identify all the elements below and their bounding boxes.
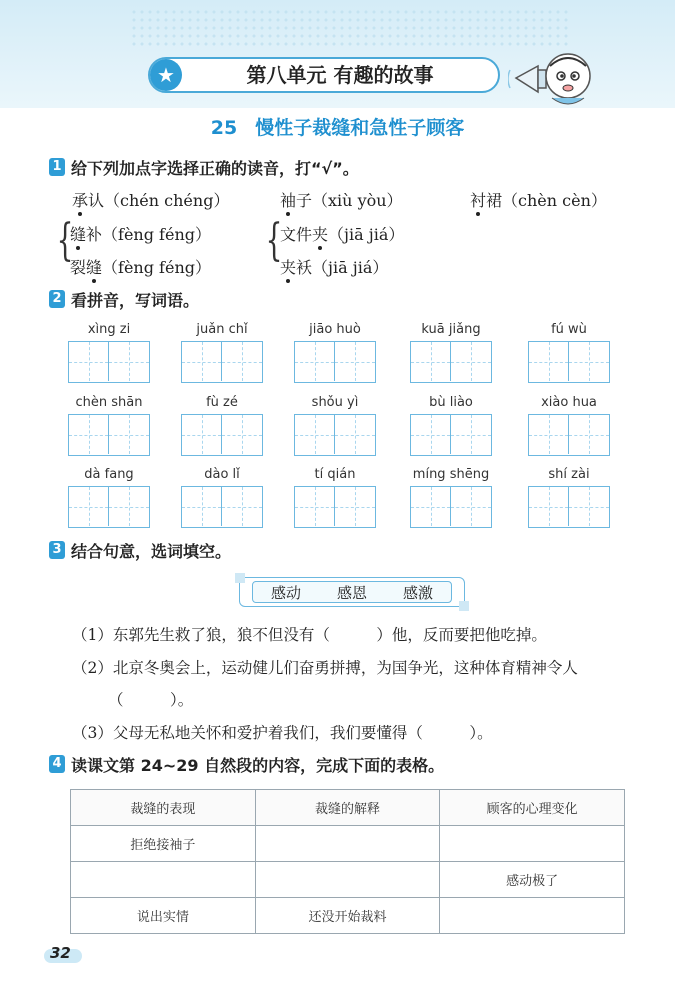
pinyin-label: dào lǐ [204, 467, 240, 482]
table-header: 裁缝的解释 [255, 790, 440, 826]
pronunciation-item: 夹袄（jiā jiá） [280, 258, 389, 277]
writing-grid[interactable] [528, 486, 610, 528]
question-number: 3 [49, 541, 65, 559]
table-cell: 还没开始裁料 [255, 898, 440, 934]
table-header-row [71, 790, 625, 826]
pronunciation-item: 衬裙（chèn cèn） [470, 191, 607, 210]
question-number: 2 [49, 290, 65, 308]
pinyin-label: dà fang [84, 467, 134, 482]
table-cell-blank[interactable] [440, 898, 625, 934]
pronunciation-item: 裂缝（fèng féng） [70, 258, 211, 277]
table-cell-blank[interactable] [71, 862, 256, 898]
writing-grid[interactable] [68, 341, 150, 383]
mascot-megaphone-icon [508, 48, 600, 108]
pinyin-label: fù zé [206, 395, 238, 410]
pinyin-label: shǒu yì [311, 395, 359, 410]
pinyin-label: chèn shān [75, 395, 143, 410]
pinyin-label: shí zài [548, 467, 590, 482]
question-instruction: 给下列加点字选择正确的读音，打“√”。 [71, 158, 359, 178]
question-4-heading [49, 753, 444, 775]
word-choice-box [239, 577, 465, 607]
table-row [71, 898, 625, 934]
writing-grid[interactable] [410, 414, 492, 456]
writing-grid[interactable] [294, 486, 376, 528]
lesson-title [0, 113, 675, 140]
writing-grid[interactable] [294, 414, 376, 456]
fill-sentence[interactable]: （1）东郭先生救了狼，狼不但没有（ ）他，反而要把他吃掉。 [72, 626, 547, 644]
question-instruction: 读课文第 24~29 自然段的内容，完成下面的表格。 [71, 755, 445, 775]
question-number: 1 [49, 158, 65, 176]
pinyin-label: xiào hua [541, 395, 597, 410]
star-icon: ★ [150, 59, 182, 91]
pinyin-label: xìng zi [87, 322, 131, 337]
writing-grid[interactable] [181, 486, 263, 528]
table-cell: 说出实情 [71, 898, 256, 934]
question-2-heading [49, 288, 199, 310]
word-option: 感激 [402, 583, 433, 602]
lesson-number: 25 [210, 117, 238, 139]
pronunciation-item: 缝补（fèng féng） [70, 225, 211, 244]
writing-grid[interactable] [528, 414, 610, 456]
writing-grid[interactable] [410, 341, 492, 383]
pinyin-label: tí qián [314, 467, 356, 482]
fill-sentence: （2）北京冬奥会上，运动健儿们奋勇拼搏，为国争光，这种体育精神令人 [72, 659, 578, 677]
table-cell-blank[interactable] [255, 862, 440, 898]
pinyin-label: bù liào [429, 395, 473, 410]
table-row [71, 862, 625, 898]
answer-table [70, 789, 625, 934]
pinyin-label: jiāo huò [309, 322, 361, 337]
writing-grid[interactable] [68, 414, 150, 456]
pinyin-label: fú wù [551, 322, 587, 337]
pinyin-label: míng shēng [412, 467, 490, 482]
pronunciation-item: 袖子（xiù yòu） [280, 191, 403, 210]
writing-grid[interactable] [528, 341, 610, 383]
question-instruction: 看拼音，写词语。 [71, 290, 200, 310]
brace-icon: { [56, 215, 74, 266]
writing-grid[interactable] [410, 486, 492, 528]
question-number: 4 [49, 755, 65, 773]
table-cell: 感动极了 [440, 862, 625, 898]
pronunciation-item: 文件夹（jiā jiá） [280, 225, 405, 244]
brace-icon: { [265, 215, 283, 266]
table-row [71, 826, 625, 862]
writing-grid[interactable] [181, 414, 263, 456]
writing-grid[interactable] [294, 341, 376, 383]
writing-grid[interactable] [68, 486, 150, 528]
word-option: 感动 [270, 583, 301, 602]
fill-sentence[interactable]: （3）父母无私地关怀和爱护着我们，我们要懂得（ ）。 [72, 724, 493, 742]
table-cell: 拒绝接袖子 [71, 826, 256, 862]
unit-title: 第八单元 有趣的故事 [246, 63, 434, 87]
pronunciation-item: 承认（chén chéng） [72, 191, 230, 210]
table-header: 顾客的心理变化 [440, 790, 625, 826]
table-cell-blank[interactable] [440, 826, 625, 862]
table-header: 裁缝的表现 [71, 790, 256, 826]
pinyin-label: kuā jiǎng [421, 322, 481, 337]
writing-grid[interactable] [181, 341, 263, 383]
lesson-title-text: 慢性子裁缝和急性子顾客 [255, 117, 465, 139]
question-instruction: 结合句意，选词填空。 [71, 541, 232, 561]
table-cell-blank[interactable] [255, 826, 440, 862]
page-number: 32 [50, 944, 71, 962]
word-option: 感恩 [336, 583, 367, 602]
question-3-heading [49, 539, 231, 561]
pinyin-label: juǎn chǐ [196, 322, 248, 337]
question-1-heading [49, 156, 359, 178]
fill-sentence-blank[interactable]: （ ）。 [108, 691, 194, 709]
